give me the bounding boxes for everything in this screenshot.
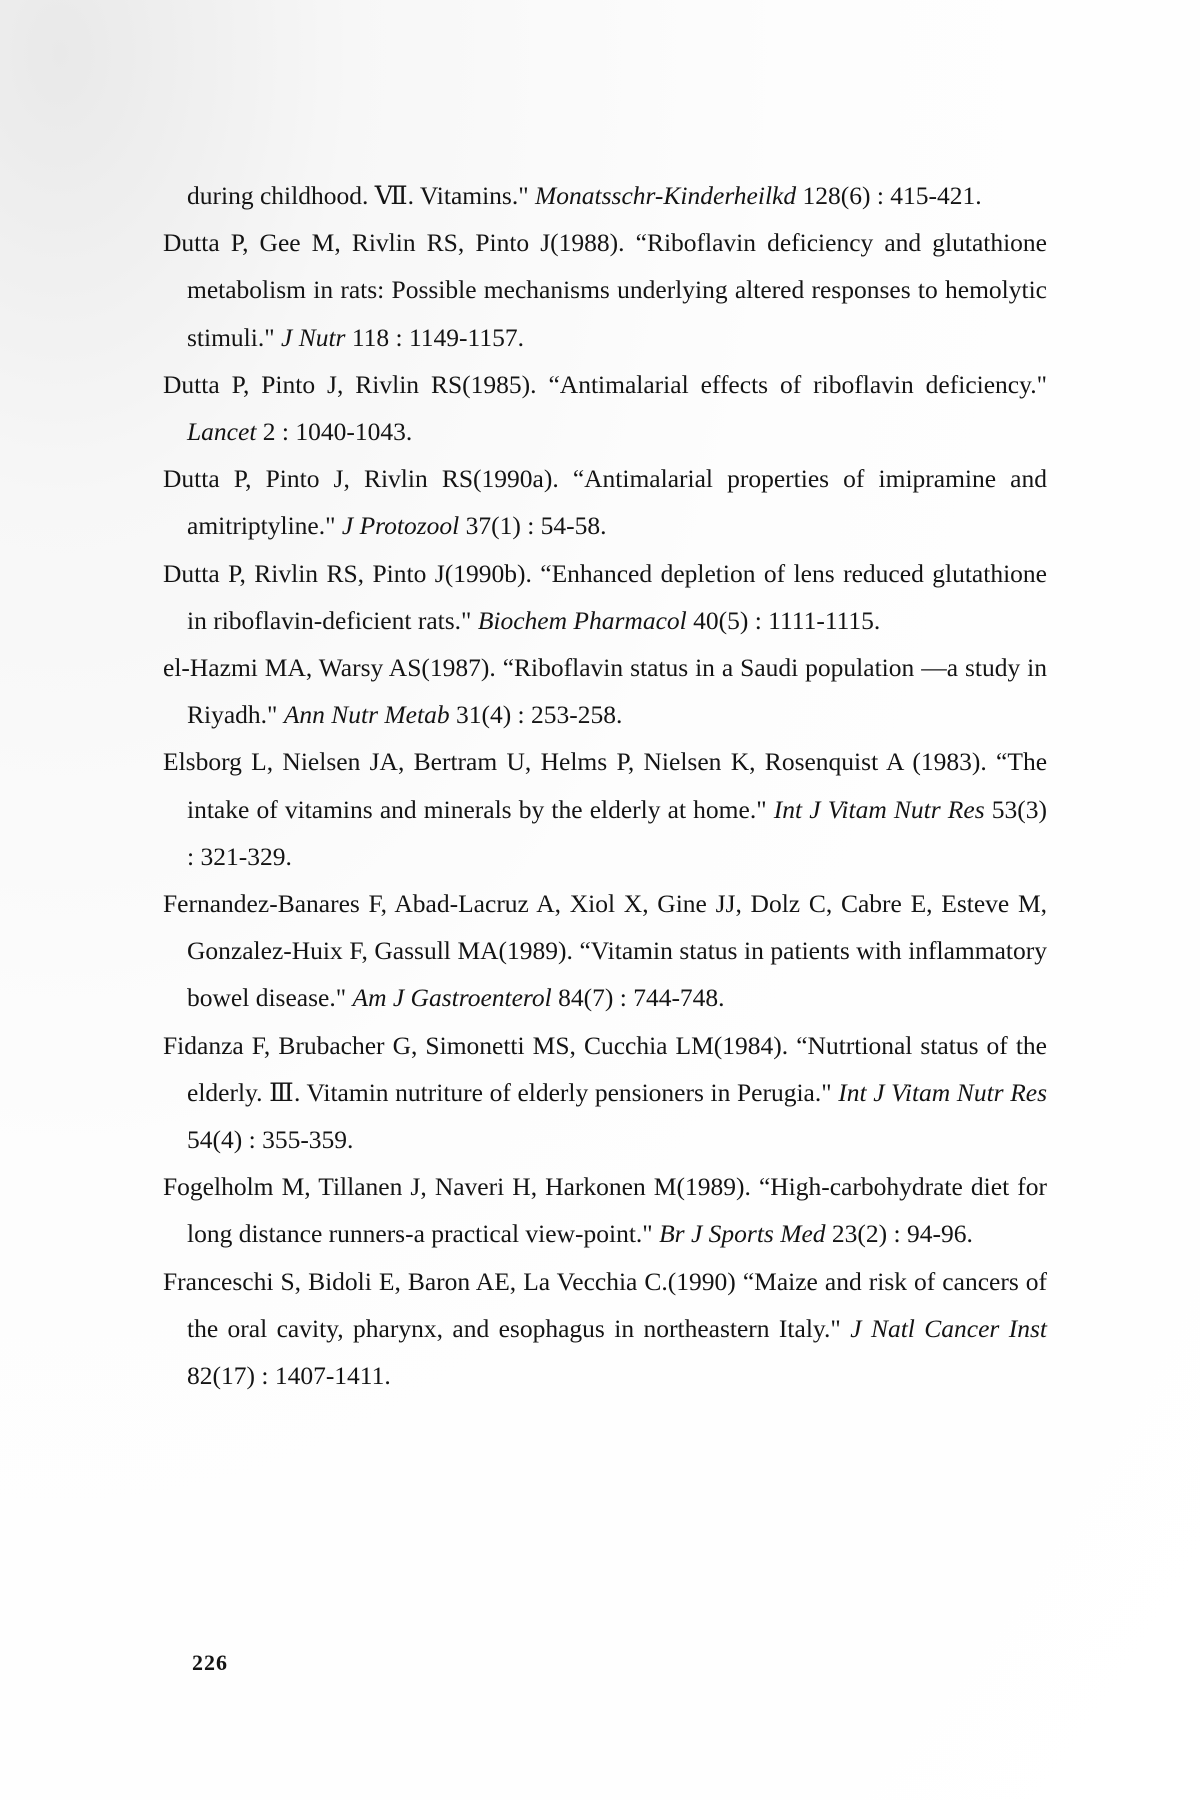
ref-journal: Am J Gastroenterol xyxy=(352,983,552,1013)
ref-authors: Dutta P, Gee M, Rivlin RS, Pinto J(1988). xyxy=(163,228,625,258)
ref-citation: 82(17) : 1407-1411. xyxy=(187,1361,391,1391)
ref-title: “High-carbohydrate diet for long distance runners-a practical view-point." xyxy=(187,1172,1047,1249)
ref-title: “The intake of vitamins and minerals by the elderly at home." xyxy=(187,747,1048,824)
reference-entry xyxy=(163,738,1047,880)
ref-authors: Elsborg L, Nielsen JA, Bertram U, Helms P, Nielsen K, Rosenquist A (1983). xyxy=(163,747,987,777)
ref-title: “Enhanced depletion of lens reduced glutathione in riboflavin-deficient rats." xyxy=(187,558,1047,635)
ref-citation: 128(6) : 415-421. xyxy=(802,181,982,210)
ref-journal: J Protozool xyxy=(341,511,460,541)
ref-citation: 2 : 1040-1043. xyxy=(262,417,413,447)
ref-title: “Antimalarial properties of imipramine and amitriptyline." xyxy=(187,464,1047,541)
ref-citation: 84(7) : 744-748. xyxy=(558,983,725,1013)
ref-authors: Dutta P, Rivlin RS, Pinto J(1990b). xyxy=(163,558,532,588)
ref-authors: Fogelholm M, Tillanen J, Naveri H, Harkonen M(1989). xyxy=(163,1172,751,1202)
ref-authors: Dutta P, Pinto J, Rivlin RS(1990a). xyxy=(163,464,559,494)
ref-citation: 53(3) : 321-329. xyxy=(187,794,1048,871)
reference-entry xyxy=(163,880,1047,1022)
ref-journal: J Natl Cancer Inst xyxy=(850,1313,1048,1343)
reference-entry xyxy=(163,1022,1047,1164)
ref-citation: 118 : 1149-1157. xyxy=(351,322,524,352)
ref-authors: Fernandez-Banares F, Abad-Lacruz A, Xiol X, Gine JJ, Dolz C, Cabre E, Esteve M, Gonzalez-Huix F, Gassull MA(1989). xyxy=(163,889,1047,966)
ref-title: “Riboflavin deficiency and glutathione metabolism in rats: Possible mechanisms underlying altered responses to hemolytic stimuli." xyxy=(187,228,1047,352)
ref-citation: 54(4) : 355-359. xyxy=(187,1125,354,1155)
ref-journal: Int J Vitam Nutr Res xyxy=(838,1077,1048,1107)
ref-journal: Ann Nutr Metab xyxy=(283,700,450,730)
ref-citation: 31(4) : 253-258. xyxy=(455,700,623,730)
ref-authors: Franceschi S, Bidoli E, Baron AE, La Vecchia C.(1990) xyxy=(163,1266,736,1296)
reference-entry xyxy=(163,1163,1047,1257)
ref-title: “Vitamin status in patients with inflammatory bowel disease." xyxy=(187,936,1047,1013)
reference-entry xyxy=(163,1258,1047,1400)
ref-journal: Biochem Pharmacol xyxy=(477,605,687,635)
ref-title: “Maize and risk of cancers of the oral cavity, pharynx, and esophagus in northeastern Italy." xyxy=(187,1266,1048,1343)
ref-journal: Lancet xyxy=(187,417,257,447)
ref-title: “Antimalarial effects of riboflavin deficiency." xyxy=(548,369,1047,399)
reference-entry xyxy=(163,219,1047,361)
ref-journal: J Nutr xyxy=(281,322,346,352)
ref-title: during childhood. Ⅶ. Vitamins." xyxy=(187,181,529,210)
reference-entry xyxy=(163,550,1047,644)
ref-journal: Int J Vitam Nutr Res xyxy=(773,794,985,824)
ref-citation: 40(5) : 1111-1115. xyxy=(693,605,881,635)
ref-title: “Riboflavin status in a Saudi population —a study in Riyadh." xyxy=(187,653,1048,730)
ref-journal: Monatsschr-Kinderheilkd xyxy=(535,181,797,210)
ref-authors: Fidanza F, Brubacher G, Simonetti MS, Cucchia LM(1984). xyxy=(163,1030,789,1060)
reference-continuation xyxy=(163,172,1047,219)
reference-entry xyxy=(163,455,1047,549)
ref-citation: 37(1) : 54-58. xyxy=(465,511,607,541)
reference-entry xyxy=(163,361,1047,455)
reference-entry xyxy=(163,644,1047,738)
reference-list xyxy=(163,172,1047,1399)
ref-title: “Nutrtional status of the elderly. Ⅲ. Vitamin nutriture of elderly pensioners in Perugia." xyxy=(187,1030,1047,1107)
ref-citation: 23(2) : 94-96. xyxy=(831,1219,973,1249)
page-number: 226 xyxy=(192,1650,228,1675)
ref-authors: Dutta P, Pinto J, Rivlin RS(1985). xyxy=(163,369,537,399)
ref-journal: Br J Sports Med xyxy=(659,1219,826,1249)
ref-authors: el-Hazmi MA, Warsy AS(1987). xyxy=(163,653,496,683)
